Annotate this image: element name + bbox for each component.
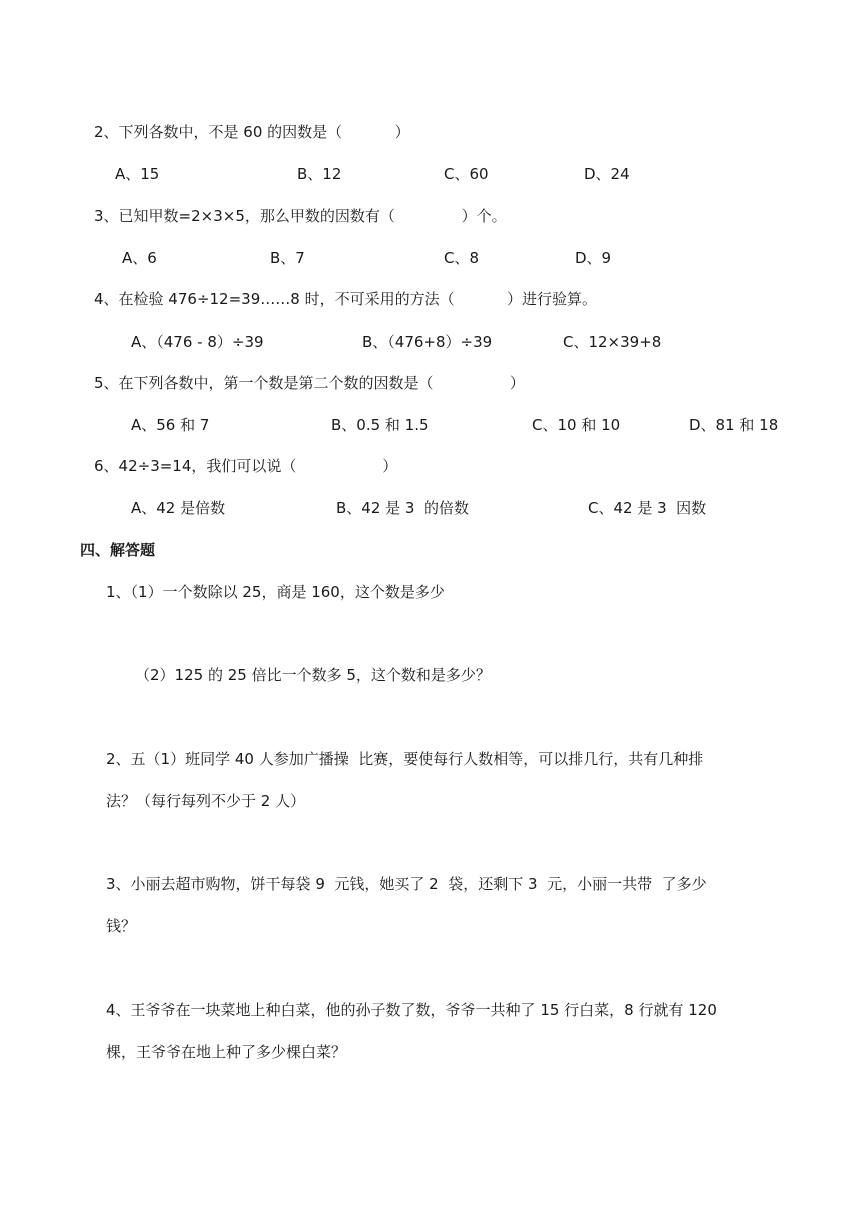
problem-1-part-1: 1、（1）一个数除以 25，商是 160，这个数是多少 (106, 583, 445, 601)
question-stem: 6、42÷3=14，我们可以说（ ） (94, 457, 398, 475)
option-b: B、7 (270, 249, 305, 267)
option-b: B、（476+8）÷39 (362, 333, 493, 351)
option-d: D、24 (584, 165, 630, 183)
option-b: B、0.5 和 1.5 (331, 416, 429, 434)
question-stem: 4、在检验 476÷12=39……8 时，不可采用的方法（ ）进行验算。 (94, 290, 598, 308)
problem-line: 钱？ (106, 917, 137, 935)
problem-line: 法？（每行每列不少于 2 人） (106, 792, 306, 810)
question-stem: 3、已知甲数=2×3×5，那么甲数的因数有（ ）个。 (94, 207, 507, 225)
problem-line: 2、五（1）班同学 40 人参加广播操 比赛，要使每行人数相等，可以排几行，共有几种排 (106, 750, 704, 768)
problem-line: 棵，王爷爷在地上种了多少棵白菜？ (106, 1043, 347, 1061)
problem-line: 3、小丽去超市购物，饼干每袋 9 元钱，她买了 2 袋，还剩下 3 元，小丽一共带 了多少 (106, 875, 707, 893)
question-stem: 5、在下列各数中，第一个数是第二个数的因数是（ ） (94, 374, 525, 392)
option-c: C、42 是 3 因数 (588, 499, 707, 517)
option-d: D、9 (575, 249, 612, 267)
option-c: C、8 (444, 249, 480, 267)
question-stem: 2、下列各数中，不是 60 的因数是（ ） (94, 123, 410, 141)
section-heading: 四、解答题 (80, 541, 156, 559)
problem-line: 4、王爷爷在一块菜地上种白菜，他的孙子数了数，爷爷一共种了 15 行白菜，8 行就有 120 (106, 1001, 717, 1019)
option-b: B、42 是 3 的倍数 (336, 499, 469, 517)
option-c: C、12×39+8 (563, 333, 662, 351)
option-c: C、60 (444, 165, 489, 183)
option-d: D、81 和 18 (689, 416, 779, 434)
option-c: C、10 和 10 (532, 416, 621, 434)
option-a: A、6 (122, 249, 157, 267)
problem-1-part-2: （2）125 的 25 倍比一个数多 5，这个数和是多少？ (135, 666, 491, 684)
option-b: B、12 (297, 165, 342, 183)
option-a: A、（476 - 8）÷39 (131, 333, 264, 351)
option-a: A、15 (115, 165, 160, 183)
option-a: A、42 是倍数 (131, 499, 226, 517)
option-a: A、56 和 7 (131, 416, 210, 434)
